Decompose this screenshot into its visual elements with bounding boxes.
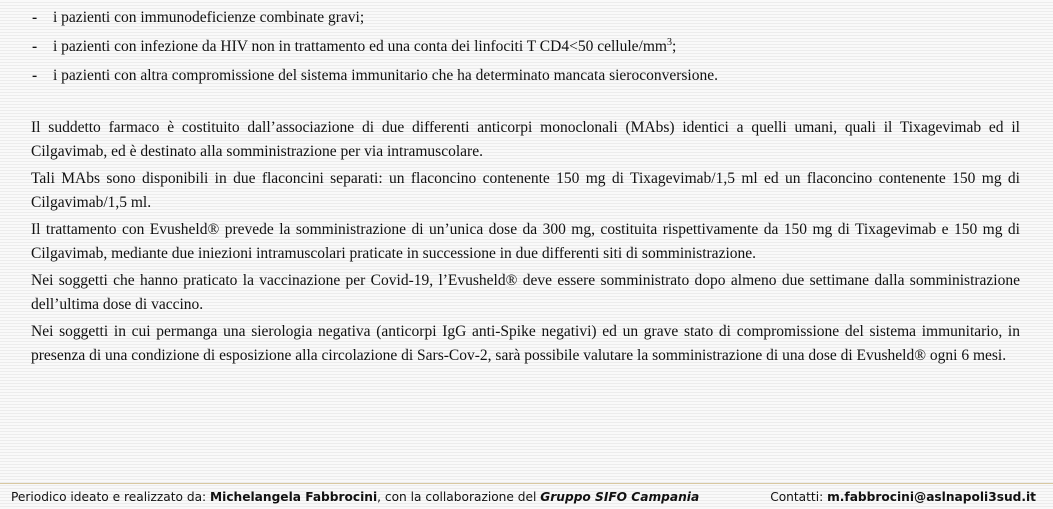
- footer-group: Gruppo SIFO Campania: [540, 490, 700, 504]
- contact-label: Contatti:: [770, 490, 828, 504]
- footer-middle: , con la collaborazione del: [377, 490, 541, 504]
- list-item-text: i pazienti con immunodeficienze combinate gravi;: [53, 9, 365, 26]
- list-item: [31, 38, 1020, 56]
- list-item-text: i pazienti con altra compromissione del sistema immunitario che ha determinato mancata sieroconversione.: [53, 67, 718, 84]
- list-item: [31, 9, 1020, 27]
- bullet-dash: -: [32, 9, 38, 26]
- footer-contacts: [770, 489, 1036, 505]
- superscript: 3: [666, 36, 672, 48]
- paragraph: Il suddetto farmaco è costituito dall’associazione di due differenti anticorpi monoclonali (MAbs) identici a quelli umani, quali il Tixagevimab ed il Cilgavimab, ed è destinato alla somministrazione per via intramuscolare.: [31, 119, 1020, 160]
- footer-prefix: Periodico ideato e realizzato da:: [11, 490, 211, 504]
- footer-author: Michelangela Fabbrocini: [210, 490, 378, 504]
- paragraph: Il trattamento con Evusheld® prevede la somministrazione di un’unica dose da 300 mg, costituita rispettivamente da 150 mg di Tixagevimab e 150 mg di Cilgavimab, mediante due iniezioni intramuscolari praticate in successione in due differenti siti di somministrazione.: [31, 221, 1020, 262]
- paragraphs: [31, 116, 1020, 368]
- bullet-dash: -: [32, 67, 38, 84]
- bullet-dash: -: [32, 38, 38, 55]
- list-item-text: i pazienti con infezione da HIV non in trattamento ed una conta dei linfociti T CD4<50 cellule/mm: [53, 38, 667, 55]
- paragraph: Tali MAbs sono disponibili in due flaconcini separati: un flaconcino contenente 150 mg di Tixagevimab/1,5 ml ed un flaconcino contenente 150 mg di Cilgavimab/1,5 ml.: [31, 170, 1020, 211]
- document-body: [31, 0, 1020, 371]
- footer-divider: [0, 483, 1053, 484]
- paragraph: Nei soggetti che hanno praticato la vaccinazione per Covid-19, l’Evusheld® deve essere somministrato dopo almeno due settimane dalla somministrazione dell’ultima dose di vaccino.: [31, 272, 1020, 313]
- paragraph: Nei soggetti in cui permanga una sierologia negativa (anticorpi IgG anti-Spike negativi) ed un grave stato di compromissione del sistema immunitario, in presenza di una condizione di esposizione alla circolazione di Sars-Cov-2, sarà possibile valutare la somministrazione di una dose di Evusheld® ogni 6 mesi.: [31, 323, 1020, 364]
- footer-credits: [11, 489, 699, 505]
- list-item: [31, 67, 1020, 85]
- contact-email[interactable]: m.fabbrocini@aslnapoli3sud.it: [827, 490, 1036, 504]
- list-item-suffix: ;: [671, 38, 677, 55]
- list-item-text-wrap: [53, 38, 676, 56]
- bullet-list: [31, 9, 1020, 85]
